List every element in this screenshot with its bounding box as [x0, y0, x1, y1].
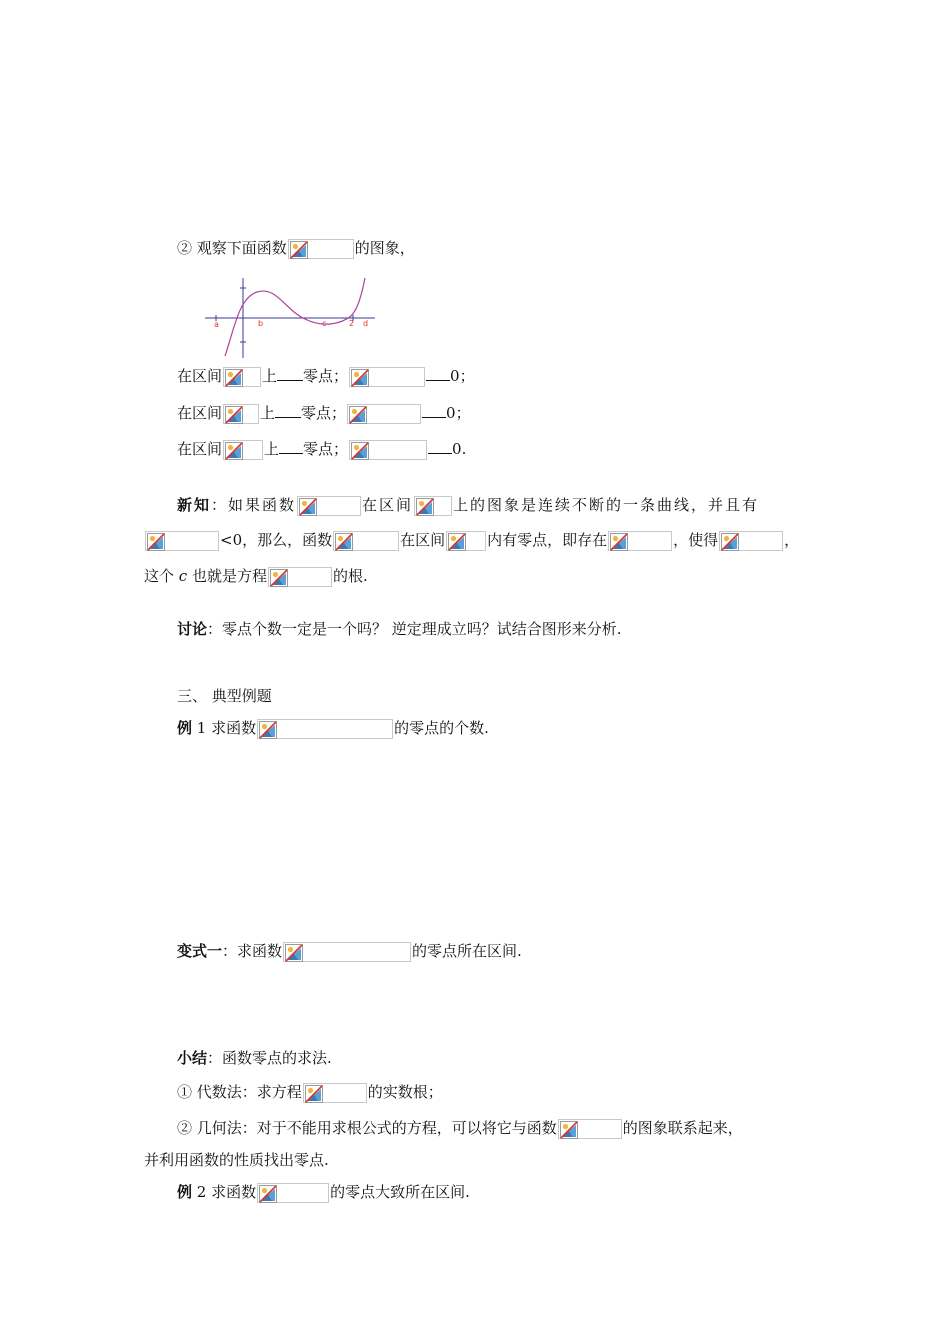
- interval-line-3: [177, 437, 466, 461]
- xinzhi-line-1: [177, 493, 759, 517]
- broken-image-icon: [225, 369, 243, 387]
- q2-pre: ② 观察下面函数: [177, 239, 287, 257]
- variant-label: 变式一: [177, 942, 223, 960]
- formula-image: [268, 567, 332, 587]
- xinzhi-text: 上的图象是连续不断的一条曲线，并且有: [453, 496, 760, 514]
- xinzhi-text: 的根.: [333, 567, 368, 585]
- interval-line-1: [177, 364, 475, 388]
- formula-image: [288, 239, 354, 259]
- example-number: 1: [196, 719, 207, 737]
- xinzhi-text: ，: [784, 531, 800, 549]
- interval-line-2: [177, 401, 471, 425]
- broken-image-icon: [305, 1085, 323, 1103]
- xinzhi-line-3: [144, 564, 368, 588]
- variant-1-line: [177, 939, 522, 963]
- example-2-line: [177, 1180, 470, 1204]
- broken-image-icon: [270, 569, 288, 587]
- function-graph: [205, 276, 385, 360]
- xinzhi-text: 也就是方程: [191, 567, 267, 585]
- broken-image-icon: [351, 369, 369, 387]
- graph-label-2: 2: [349, 319, 355, 328]
- formula-image: [719, 531, 783, 551]
- broken-image-icon: [299, 498, 317, 516]
- formula-image: [223, 404, 259, 424]
- formula-image: [297, 496, 361, 516]
- broken-image-icon: [259, 1185, 277, 1203]
- interval-mid: 上: [260, 404, 276, 422]
- q2-line: [177, 236, 415, 260]
- xinzhi-label: 新知: [177, 496, 212, 514]
- q2-post: 的图象，: [354, 239, 415, 257]
- broken-image-icon: [285, 944, 303, 962]
- formula-image: [414, 496, 452, 516]
- method-text: ② 几何法：对于不能用求根公式的方程，可以将它与函数: [177, 1119, 557, 1137]
- formula-image: [303, 1083, 367, 1103]
- interval-pre: 在区间: [177, 367, 223, 385]
- example-text: 求函数: [211, 719, 257, 737]
- interval-tail: 0.: [452, 440, 467, 458]
- formula-image: [608, 531, 672, 551]
- xinzhi-text: 内有零点，即存在: [487, 531, 608, 549]
- broken-image-icon: [448, 533, 466, 551]
- broken-image-icon: [560, 1121, 578, 1139]
- broken-image-icon: [721, 533, 739, 551]
- interval-mid: 上: [262, 367, 278, 385]
- method-2-cont: 并利用函数的性质找出零点.: [144, 1151, 329, 1169]
- interval-mid: 上: [264, 440, 280, 458]
- formula-image: [257, 1183, 329, 1203]
- summary-text: ：函数零点的求法.: [207, 1049, 332, 1067]
- formula-image: [349, 367, 425, 387]
- variant-text: ：求函数: [222, 942, 283, 960]
- broken-image-icon: [610, 533, 628, 551]
- xinzhi-text: <0，那么，函数: [220, 531, 333, 549]
- summary-label: 小结: [177, 1049, 208, 1067]
- example-text: 求函数: [211, 1183, 257, 1201]
- example-text: 的零点大致所在区间.: [330, 1183, 470, 1201]
- example-1-line: [177, 716, 489, 740]
- broken-image-icon: [349, 406, 367, 424]
- example-label: 例: [177, 1183, 193, 1201]
- xinzhi-text: 这个: [144, 567, 175, 585]
- graph-label-d: d: [363, 319, 369, 328]
- formula-image: [347, 404, 421, 424]
- broken-image-icon: [225, 406, 243, 424]
- formula-image: [223, 440, 263, 460]
- method-text: ① 代数法：求方程: [177, 1083, 302, 1101]
- example-text: 的零点的个数.: [394, 719, 489, 737]
- xinzhi-text: ，使得: [673, 531, 719, 549]
- variant-text: 的零点所在区间.: [412, 942, 522, 960]
- broken-image-icon: [351, 442, 369, 460]
- formula-image: [446, 531, 486, 551]
- section-heading: 三、 典型例题: [177, 687, 272, 705]
- method-2-line: [177, 1116, 743, 1140]
- answer-blank: [426, 366, 450, 381]
- formula-image: [145, 531, 219, 551]
- interval-tail: 0；: [446, 404, 471, 422]
- broken-image-icon: [225, 442, 243, 460]
- broken-image-icon: [259, 721, 277, 739]
- xinzhi-text: ：如果函数: [211, 496, 297, 514]
- formula-image: [558, 1119, 622, 1139]
- interval-mid: 零点；: [301, 404, 347, 422]
- formula-image: [223, 367, 261, 387]
- taolun-text: ：零点个数一定是一个吗？ 逆定理成立吗？试结合图形来分析.: [207, 620, 622, 638]
- method-text: 的图象联系起来，: [622, 1119, 743, 1137]
- example-number: 2: [196, 1183, 207, 1201]
- formula-image: [283, 942, 411, 962]
- answer-blank: [422, 403, 446, 418]
- broken-image-icon: [147, 533, 165, 551]
- broken-image-icon: [335, 533, 353, 551]
- taolun-label: 讨论: [177, 620, 208, 638]
- answer-blank: [428, 439, 452, 454]
- formula-image: [349, 440, 427, 460]
- taolun-line: [177, 617, 622, 641]
- summary-line: [177, 1046, 332, 1070]
- function-curve: [225, 278, 365, 356]
- broken-image-icon: [290, 241, 308, 259]
- interval-pre: 在区间: [177, 440, 223, 458]
- interval-tail: 0；: [450, 367, 475, 385]
- answer-blank: [277, 366, 303, 381]
- method-1-line: [177, 1080, 443, 1104]
- method-text: 的实数根；: [367, 1083, 443, 1101]
- interval-mid: 零点；: [303, 367, 349, 385]
- answer-blank: [275, 403, 301, 418]
- answer-blank: [279, 439, 303, 454]
- example-label: 例: [177, 719, 193, 737]
- xinzhi-line-2: [144, 528, 799, 552]
- formula-image: [333, 531, 399, 551]
- xinzhi-text: 在区间: [362, 496, 414, 514]
- graph-label-c: c: [322, 319, 327, 328]
- formula-image: [257, 719, 393, 739]
- interval-pre: 在区间: [177, 404, 223, 422]
- xinzhi-var: c: [178, 567, 188, 585]
- broken-image-icon: [416, 498, 434, 516]
- graph-label-b: b: [258, 319, 264, 328]
- interval-mid: 零点；: [303, 440, 349, 458]
- xinzhi-text: 在区间: [400, 531, 446, 549]
- graph-label-a: a: [214, 320, 219, 329]
